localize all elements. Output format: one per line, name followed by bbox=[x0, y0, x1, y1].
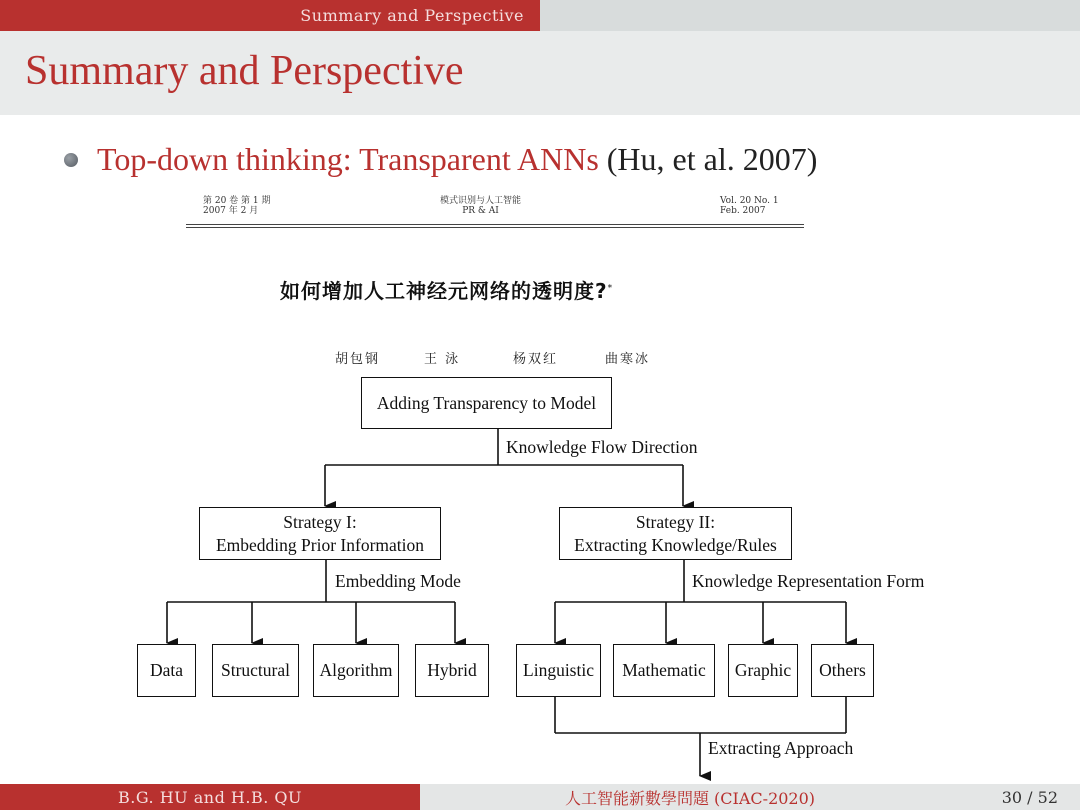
strategy-1-box bbox=[199, 507, 441, 560]
mode-hybrid-box bbox=[415, 644, 489, 697]
author-1: 胡包钢 bbox=[335, 352, 381, 367]
author-3: 杨双红 bbox=[513, 352, 559, 367]
footer-authors: B.G. HU and H.B. QU bbox=[0, 784, 420, 810]
author-2: 王 泳 bbox=[424, 352, 461, 367]
strategy-2-box bbox=[559, 507, 792, 560]
form-mathematic-label: Mathematic bbox=[622, 660, 706, 681]
root-box bbox=[361, 377, 612, 429]
form-mathematic-box bbox=[613, 644, 715, 697]
footer-event: 人工智能新數學問題 (CIAC-2020) bbox=[420, 784, 960, 810]
paper-title-text: 如何增加人工神经元网络的透明度? bbox=[280, 279, 608, 303]
form-graphic-label: Graphic bbox=[734, 660, 792, 681]
paper-journal: 模式识别与人工智能 bbox=[440, 196, 522, 206]
author-4: 曲寒冰 bbox=[605, 352, 651, 367]
mode-data-label: Data bbox=[149, 660, 184, 681]
slide-title: Summary and Perspective bbox=[25, 48, 464, 94]
mode-algorithm-label: Algorithm bbox=[319, 660, 393, 681]
mode-structural-box bbox=[212, 644, 299, 697]
page-number: 30 / 52 bbox=[960, 784, 1080, 810]
strategy-2-title: Strategy II: bbox=[635, 511, 716, 532]
paper-journal-abbr: PR & AI bbox=[462, 206, 499, 217]
extracting-approach-label: Extracting Approach bbox=[708, 738, 854, 758]
section-tab[interactable]: Summary and Perspective bbox=[0, 0, 540, 31]
bullet-citation: (Hu, et al. 2007) bbox=[606, 141, 818, 177]
mode-hybrid-label: Hybrid bbox=[427, 660, 477, 681]
footer bbox=[0, 784, 1080, 810]
form-linguistic-box bbox=[516, 644, 601, 697]
mode-data-box bbox=[137, 644, 196, 697]
form-others-box bbox=[811, 644, 874, 697]
form-others-label: Others bbox=[819, 660, 866, 681]
knowledge-flow-label: Knowledge Flow Direction bbox=[506, 437, 698, 457]
strategy-1-title: Strategy I: bbox=[283, 511, 357, 532]
embedding-mode-label: Embedding Mode bbox=[335, 571, 461, 591]
strategy-1-subtitle: Embedding Prior Information bbox=[215, 534, 425, 555]
knowledge-representation-label: Knowledge Representation Form bbox=[692, 571, 925, 591]
bullet-main-text: Top-down thinking: Transparent ANNs bbox=[97, 141, 599, 177]
form-graphic-box bbox=[728, 644, 798, 697]
paper-month-year: Feb. 2007 bbox=[720, 206, 766, 217]
paper-title-footnote-mark: * bbox=[607, 283, 614, 294]
strategy-2-subtitle: Extracting Knowledge/Rules bbox=[574, 534, 777, 555]
mode-structural-label: Structural bbox=[220, 660, 290, 681]
paper-volume: 第 20 卷 第 1 期 bbox=[203, 196, 271, 206]
mode-algorithm-box bbox=[313, 644, 399, 697]
root-box-label: Adding Transparency to Model bbox=[376, 392, 597, 413]
paper-vol-no: Vol. 20 No. 1 bbox=[720, 196, 779, 206]
paper-date: 2007 年 2 月 bbox=[203, 206, 259, 217]
form-linguistic-label: Linguistic bbox=[523, 660, 594, 681]
